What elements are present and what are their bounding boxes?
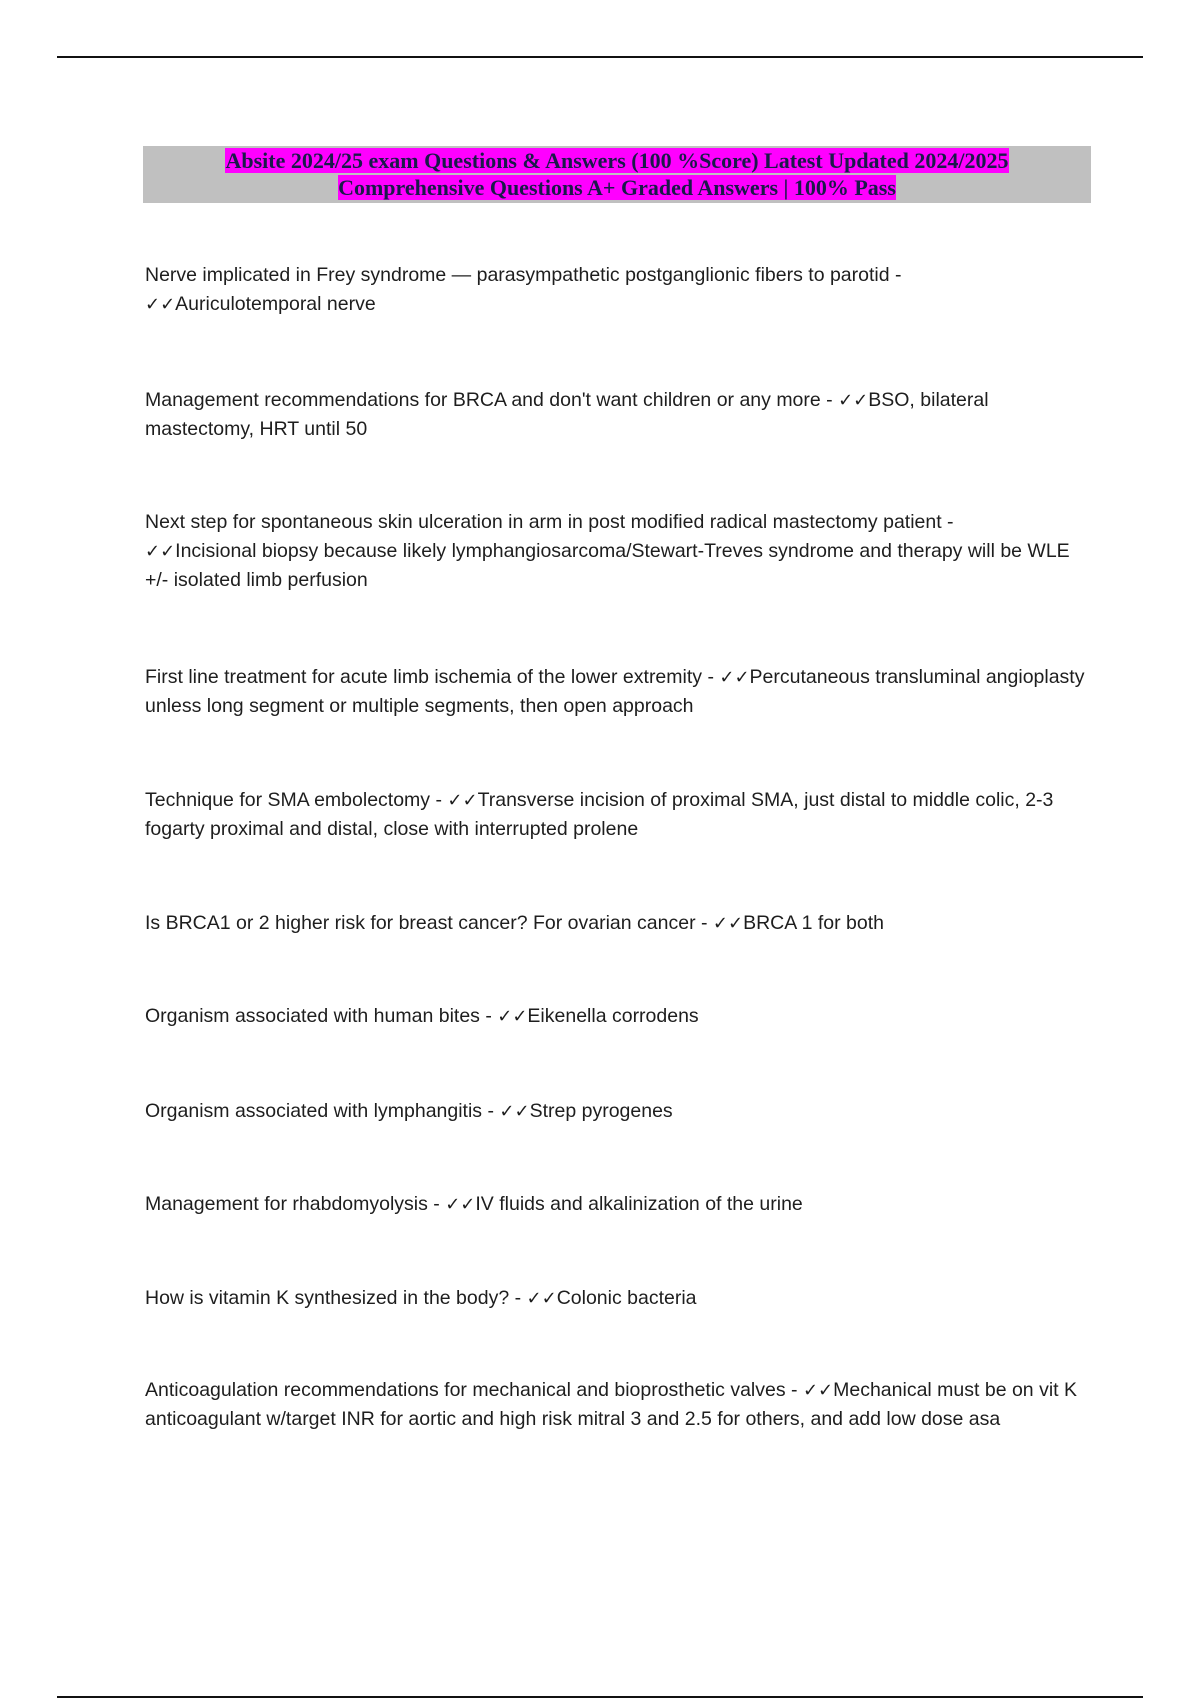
answer-text: BSO, bilateral mastectomy, HRT until 50: [145, 389, 989, 440]
answer-text: Percutaneous transluminal angioplasty unless long segment or multiple segments, then open approach: [145, 666, 1085, 717]
check-icon: ✓✓: [802, 1380, 834, 1401]
qa-item: [145, 1284, 1090, 1313]
question-text: Is BRCA1 or 2 higher risk for breast cancer? For ovarian cancer -: [145, 912, 708, 934]
check-icon: ✓✓: [526, 1288, 557, 1309]
answer-text: IV fluids and alkalinization of the urine: [475, 1193, 803, 1215]
answer-text: Transverse incision of proximal SMA, just distal to middle colic, 2-3 fogarty proximal and distal, close with interrupted prolene: [145, 789, 1054, 840]
qa-item: [145, 508, 1090, 595]
qa-item: [145, 909, 1090, 938]
answer-text: Strep pyrogenes: [529, 1100, 673, 1122]
question-text: First line treatment for acute limb ischemia of the lower extremity -: [145, 666, 714, 688]
question-text: Organism associated with human bites -: [145, 1005, 492, 1027]
check-icon: ✓✓: [497, 1006, 528, 1027]
answer-text: Colonic bacteria: [556, 1287, 697, 1309]
check-icon: ✓✓: [447, 790, 478, 811]
qa-item: [145, 663, 1090, 721]
qa-item: [145, 1097, 1090, 1126]
question-text: Management recommendations for BRCA and don't want children or any more -: [145, 389, 833, 411]
qa-item: [145, 386, 1090, 444]
qa-item: [145, 1376, 1090, 1434]
question-text: Anticoagulation recommendations for mechanical and bioprosthetic valves -: [145, 1379, 798, 1401]
qa-item: [145, 786, 1090, 844]
header-rule: [57, 56, 1143, 58]
qa-item: [145, 1190, 1090, 1219]
question-text: Management for rhabdomyolysis -: [145, 1193, 440, 1215]
check-icon: ✓✓: [719, 667, 750, 688]
question-text: Technique for SMA embolectomy -: [145, 789, 442, 811]
answer-text: Incisional biopsy because likely lymphangiosarcoma/Stewart-Treves syndrome and therapy will be WLE +/- isolated limb perfusion: [145, 540, 1070, 591]
title-line-2: Comprehensive Questions A+ Graded Answers | 100% Pass: [338, 175, 896, 200]
check-icon: ✓✓: [445, 1194, 476, 1215]
document-title: [143, 146, 1091, 203]
qa-item: [145, 1002, 1090, 1031]
question-text: Next step for spontaneous skin ulceration in arm in post modified radical mastectomy patient -: [145, 511, 954, 533]
check-icon: ✓✓: [712, 913, 744, 934]
question-text: Nerve implicated in Frey syndrome — parasympathetic postganglionic fibers to parotid -: [145, 264, 902, 286]
footer-rule: [57, 1696, 1143, 1698]
answer-text: Mechanical must be on vit K anticoagulant w/target INR for aortic and high risk mitral 3 and 2.5 for others, and add low dose asa: [145, 1379, 1077, 1430]
answer-text: Auriculotemporal nerve: [175, 293, 376, 315]
question-text: How is vitamin K synthesized in the body? -: [145, 1287, 522, 1309]
check-icon: ✓✓: [499, 1101, 530, 1122]
question-text: Organism associated with lymphangitis -: [145, 1100, 494, 1122]
answer-text: Eikenella corrodens: [527, 1005, 699, 1027]
qa-item: [145, 261, 1090, 319]
check-icon: ✓✓: [145, 541, 176, 562]
check-icon: ✓✓: [145, 294, 176, 315]
answer-text: BRCA 1 for both: [743, 912, 884, 934]
check-icon: ✓✓: [838, 390, 869, 411]
title-line-1: Absite 2024/25 exam Questions & Answers (100 %Score) Latest Updated 2024/2025: [225, 148, 1009, 173]
